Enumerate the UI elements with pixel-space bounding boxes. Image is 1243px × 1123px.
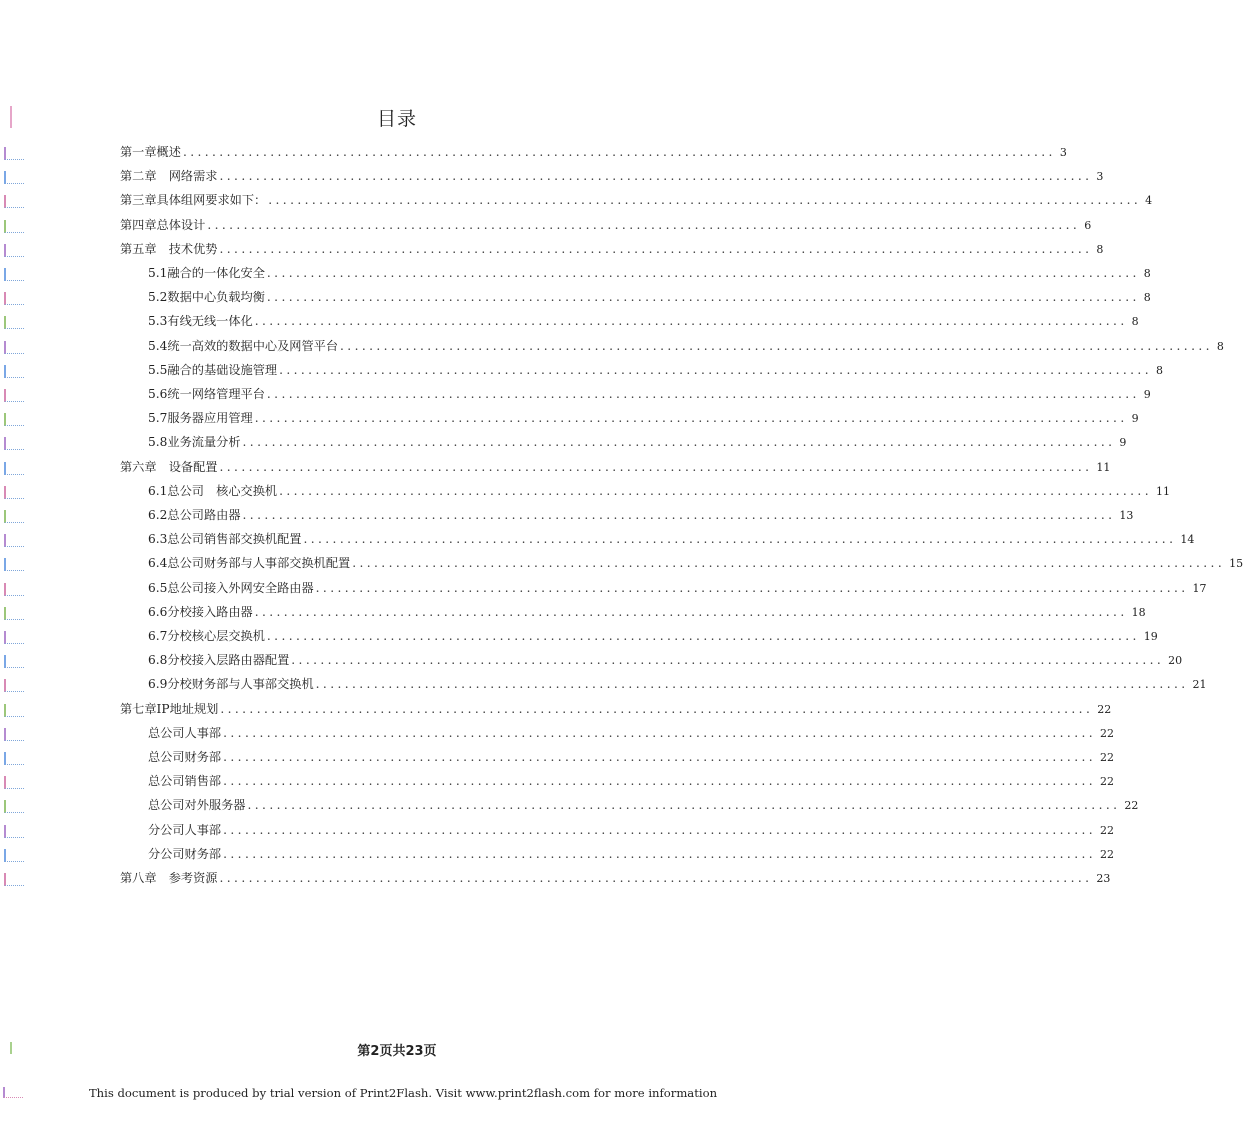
margin-marker <box>4 583 24 596</box>
toc-entry[interactable] <box>148 724 1115 746</box>
toc-entry-label: 第五章 技术优势 <box>120 241 218 256</box>
toc-dot-leader: ........................................................................................................................ <box>254 604 1128 619</box>
toc-entry-page: 20 <box>1168 654 1183 668</box>
toc-dot-leader: ........................................................................................................................ <box>223 822 1097 837</box>
toc-dot-leader: ........................................................................................................................ <box>340 338 1213 353</box>
toc-entry-page: 8 <box>1216 339 1224 353</box>
toc-dot-leader: ........................................................................................................................ <box>303 532 1177 547</box>
toc-entry[interactable] <box>148 796 1139 818</box>
toc-entry[interactable] <box>148 385 1151 407</box>
margin-marker <box>4 849 24 862</box>
margin-marker <box>4 292 24 305</box>
margin-marker <box>4 873 24 886</box>
margin-marker <box>4 776 24 789</box>
margin-marker <box>4 607 24 620</box>
toc-dot-leader: ........................................................................................................................ <box>291 653 1165 668</box>
toc-dot-leader: ........................................................................................................................ <box>182 145 1056 159</box>
toc-entry-page: 14 <box>1180 533 1195 547</box>
margin-marker <box>4 316 24 329</box>
toc-entry-page: 3 <box>1059 146 1067 159</box>
toc-entry-page: 8 <box>1155 363 1163 377</box>
margin-marker <box>4 728 24 741</box>
toc-entry-page: 22 <box>1100 775 1115 789</box>
toc-dot-leader: ........................................................................................................................ <box>223 774 1097 789</box>
toc-dot-leader: ........................................................................................................................ <box>279 362 1152 377</box>
toc-entry[interactable] <box>148 312 1139 334</box>
margin-marker <box>4 195 24 208</box>
margin-marker <box>4 631 24 644</box>
page-title: 目录 <box>376 108 417 130</box>
toc-entry[interactable] <box>148 433 1127 455</box>
toc-dot-leader: ........................................................................................................................ <box>219 169 1093 184</box>
toc-dot-leader: ........................................................................................................................ <box>266 290 1140 305</box>
toc-entry-label: 5.1融合的一体化安全 <box>148 266 265 280</box>
toc-dot-leader: ........................................................................................................................ <box>242 435 1116 450</box>
toc-entry-label: 第七章IP地址规划 <box>120 701 219 716</box>
toc-entry[interactable] <box>120 143 1067 165</box>
margin-marker <box>4 655 24 668</box>
margin-marker <box>4 752 24 765</box>
toc-entry[interactable] <box>120 167 1104 189</box>
margin-marker <box>4 534 24 547</box>
toc-entry-page: 22 <box>1100 847 1115 861</box>
toc-entry-page: 4 <box>1145 194 1153 208</box>
toc-entry-label: 6.8分校接入层路由器配置 <box>148 653 290 668</box>
toc-entry-label: 第三章具体组网要求如下： <box>120 193 267 208</box>
margin-marker <box>4 147 24 160</box>
margin-marker <box>4 220 24 233</box>
toc-entry[interactable] <box>148 603 1146 625</box>
toc-entry[interactable] <box>120 869 1111 891</box>
toc-entry-page: 8 <box>1143 267 1151 280</box>
toc-entry[interactable] <box>148 337 1224 359</box>
margin-marker <box>4 268 24 281</box>
toc-entry-page: 11 <box>1155 484 1170 498</box>
toc-entry[interactable] <box>148 361 1163 383</box>
toc-dot-leader: ........................................................................................................................ <box>219 459 1093 474</box>
toc-entry[interactable] <box>148 772 1115 794</box>
toc-entry[interactable] <box>120 458 1111 480</box>
toc-entry-page: 3 <box>1096 170 1104 184</box>
toc-entry-label: 6.6分校接入路由器 <box>148 604 253 619</box>
toc-entry[interactable] <box>148 530 1195 552</box>
margin-marker <box>4 413 24 426</box>
toc-dot-leader: ........................................................................................................................ <box>352 556 1226 571</box>
toc-entry-label: 第四章总体设计 <box>120 217 206 232</box>
margin-marker <box>4 341 24 354</box>
toc-entry-page: 9 <box>1119 436 1127 450</box>
toc-entry-page: 21 <box>1192 678 1207 692</box>
toc-entry-label: 5.6统一网络管理平台 <box>148 387 265 401</box>
toc-entry-label: 分公司财务部 <box>148 846 222 861</box>
toc-entry-page: 22 <box>1124 799 1139 813</box>
toc-dot-leader: ........................................................................................................................ <box>207 217 1081 232</box>
toc-entry[interactable] <box>148 554 1243 576</box>
toc-entry-page: 17 <box>1192 581 1207 595</box>
toc-entry-label: 6.7分校核心层交换机 <box>148 629 265 643</box>
toc-entry-label: 6.9分校财务部与人事部交换机 <box>148 677 314 692</box>
margin-marker <box>4 486 24 499</box>
toc-dot-leader: ........................................................................................................................ <box>279 483 1152 498</box>
toc-entry-label: 5.4统一高效的数据中心及网管平台 <box>148 338 339 353</box>
toc-dot-leader: ........................................................................................................................ <box>315 677 1189 692</box>
toc-dot-leader: ........................................................................................................................ <box>242 508 1116 522</box>
toc-entry-label: 6.5总公司接入外网安全路由器 <box>148 580 314 595</box>
toc-dot-leader: ........................................................................................................................ <box>220 701 1094 716</box>
margin-marker <box>4 462 24 475</box>
toc-entry-label: 总公司对外服务器 <box>148 798 246 813</box>
toc-entry-page: 22 <box>1097 702 1112 716</box>
toc-entry[interactable] <box>148 821 1115 843</box>
toc-entry-page: 6 <box>1084 218 1092 232</box>
toc-entry-label: 6.4总公司财务部与人事部交换机配置 <box>148 556 351 571</box>
toc-entry[interactable] <box>148 288 1151 310</box>
toc-entry-label: 5.3有线无线一体化 <box>148 314 253 329</box>
toc-entry-label: 5.8业务流量分析 <box>148 435 241 450</box>
toc-entry-label: 5.5融合的基础设施管理 <box>148 362 278 377</box>
margin-marker <box>4 679 24 692</box>
toc-entry-page: 8 <box>1131 315 1139 329</box>
toc-entry-label: 6.1总公司 核心交换机 <box>148 483 278 498</box>
toc-dot-leader: ........................................................................................................................ <box>223 846 1097 861</box>
toc-entry-page: 18 <box>1131 605 1146 619</box>
toc-dot-leader: ........................................................................................................................ <box>219 871 1093 885</box>
toc-entry-page: 19 <box>1143 630 1158 643</box>
toc-entry-page: 15 <box>1229 557 1243 571</box>
trial-watermark-text: This document is produced by trial version of Print2Flash. Visit www.print2flash.com for more information <box>88 1086 718 1100</box>
toc-entry[interactable] <box>120 191 1153 213</box>
toc-entry-label: 第二章 网络需求 <box>120 169 218 184</box>
toc-dot-leader: ........................................................................................................................ <box>268 193 1142 208</box>
margin-marker <box>4 389 24 402</box>
toc-dot-leader: ........................................................................................................................ <box>223 750 1097 764</box>
page-number: 第2页共23页 <box>357 1044 437 1059</box>
toc-entry[interactable] <box>148 409 1139 431</box>
toc-dot-leader: ........................................................................................................................ <box>254 411 1128 426</box>
toc-entry-label: 第六章 设备配置 <box>120 459 218 474</box>
toc-entry-page: 22 <box>1100 726 1115 740</box>
toc-entry-page: 8 <box>1096 242 1104 256</box>
toc-entry[interactable] <box>148 675 1207 697</box>
toc-entry-page: 22 <box>1100 751 1115 764</box>
toc-dot-leader: ........................................................................................................................ <box>266 387 1140 401</box>
margin-marker <box>4 558 24 571</box>
toc-entry-page: 22 <box>1100 823 1115 837</box>
toc-entry[interactable] <box>148 506 1134 528</box>
toc-dot-leader: ........................................................................................................................ <box>254 314 1128 329</box>
toc-entry-page: 9 <box>1143 388 1151 401</box>
toc-entry[interactable] <box>120 700 1112 722</box>
toc-entry[interactable] <box>148 264 1151 286</box>
toc-entry-label: 总公司财务部 <box>148 750 222 764</box>
toc-dot-leader: ........................................................................................................................ <box>247 798 1121 813</box>
toc-entry[interactable] <box>120 240 1104 262</box>
margin-marker <box>4 365 24 378</box>
toc-dot-leader: ........................................................................................................................ <box>266 629 1140 643</box>
toc-entry[interactable] <box>148 748 1115 770</box>
margin-marker <box>4 510 24 523</box>
toc-entry-page: 13 <box>1119 509 1134 522</box>
toc-entry[interactable] <box>120 216 1092 238</box>
margin-marker <box>4 825 24 838</box>
margin-marker <box>4 437 24 450</box>
toc-entry-label: 5.2数据中心负载均衡 <box>148 290 265 305</box>
toc-entry-label: 6.3总公司销售部交换机配置 <box>148 532 302 547</box>
toc-entry[interactable] <box>148 651 1183 673</box>
toc-dot-leader: ........................................................................................................................ <box>266 266 1140 280</box>
toc-entry-page: 9 <box>1131 412 1139 426</box>
toc-entry-label: 第八章 参考资源 <box>120 871 218 885</box>
toc-entry-page: 23 <box>1096 872 1111 885</box>
toc-entry-label: 分公司人事部 <box>148 822 222 837</box>
toc-entry-label: 总公司人事部 <box>148 725 222 740</box>
toc-dot-leader: ........................................................................................................................ <box>315 580 1189 595</box>
toc-entry[interactable] <box>148 845 1115 867</box>
margin-marker <box>4 704 24 717</box>
toc-entry[interactable] <box>148 627 1158 649</box>
toc-entry-label: 5.7服务器应用管理 <box>148 411 253 426</box>
toc-entry-page: 8 <box>1143 291 1151 305</box>
toc-entry-label: 总公司销售部 <box>148 774 222 789</box>
toc-dot-leader: ........................................................................................................................ <box>223 725 1097 740</box>
toc-dot-leader: ........................................................................................................................ <box>219 241 1093 256</box>
toc-entry[interactable] <box>148 482 1170 504</box>
margin-marker <box>4 244 24 257</box>
toc-entry-page: 11 <box>1096 460 1111 474</box>
toc-entry-label: 第一章概述 <box>120 145 181 159</box>
margin-marker <box>4 800 24 813</box>
margin-marker <box>4 171 24 184</box>
toc-entry-label: 6.2总公司路由器 <box>148 508 241 522</box>
toc-entry[interactable] <box>148 579 1207 601</box>
